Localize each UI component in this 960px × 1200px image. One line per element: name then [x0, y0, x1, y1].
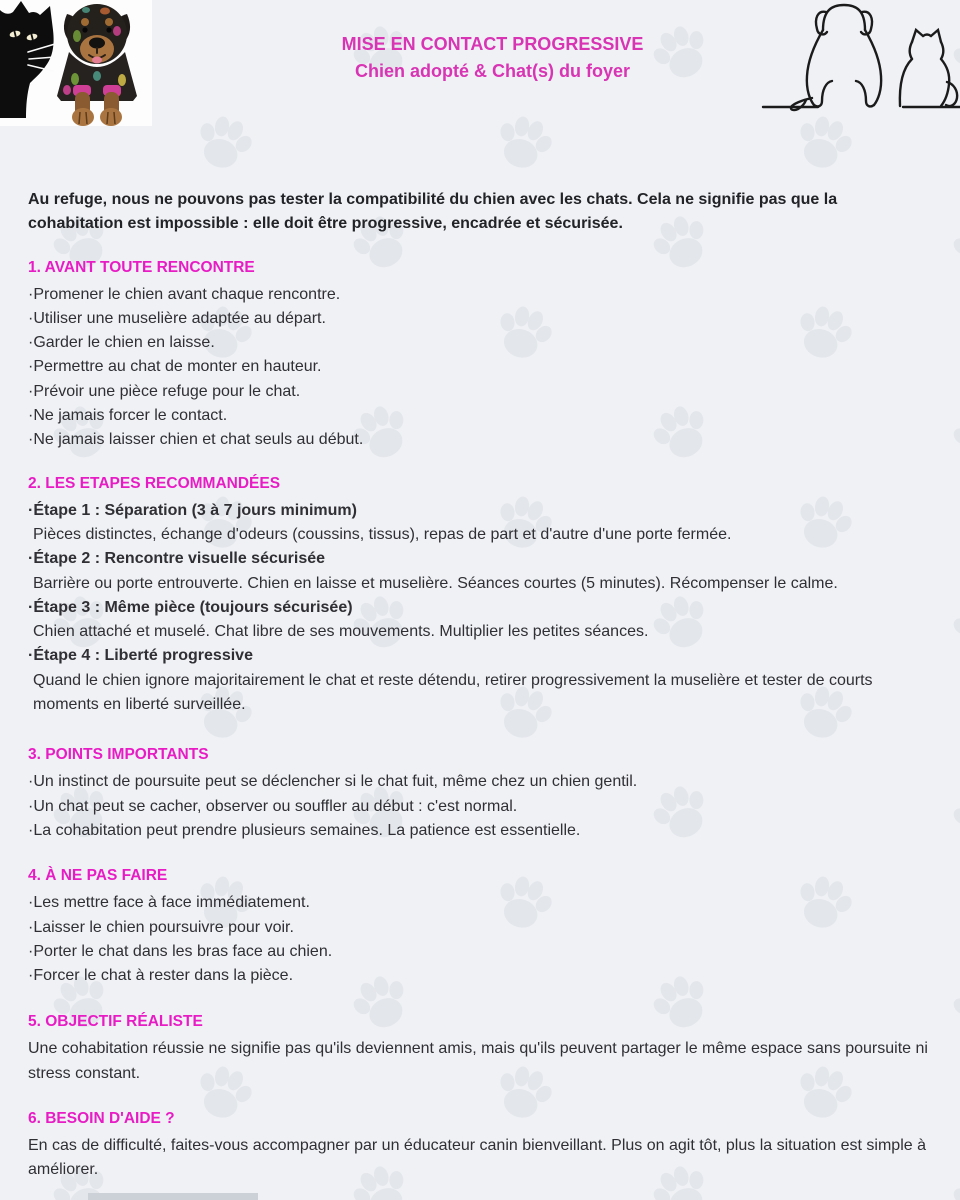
step-description: Barrière ou porte entrouverte. Chien en laisse et muselière. Séances courtes (5 minutes). Récompenser le calme. — [33, 574, 838, 592]
list-item: ·Laisser le chien poursuivre pour voir. — [28, 918, 294, 936]
section-heading-1: 1. AVANT TOUTE RENCONTRE — [28, 258, 255, 276]
section-4-list — [28, 891, 932, 988]
list-item: ·Prévoir une pièce refuge pour le chat. — [28, 382, 301, 400]
list-item: ·Les mettre face à face immédiatement. — [28, 894, 310, 912]
list-item: ·Promener le chien avant chaque rencontre. — [28, 285, 341, 303]
step-description: Pièces distinctes, échange d'odeurs (coussins, tissus), repas de part et d'autre d'une porte fermée. — [33, 525, 732, 543]
intro-paragraph: Au refuge, nous ne pouvons pas tester la compatibilité du chien avec les chats. Cela ne signifie pas que la cohabitation est impossible : elle doit être progressive, encadrée et sécurisée. — [28, 191, 838, 233]
section-1-list — [28, 283, 932, 453]
section-heading-4: 4. À NE PAS FAIRE — [28, 867, 168, 885]
list-item: ·Porter le chat dans les bras face au chien. — [28, 942, 333, 960]
list-item: ·Utiliser une muselière adaptée au départ. — [28, 309, 326, 327]
list-item: ·Forcer le chat à rester dans la pièce. — [28, 967, 294, 985]
step-title: ·Étape 2 : Rencontre visuelle sécurisée — [28, 550, 326, 568]
section-3-list — [28, 770, 932, 843]
list-item: ·La cohabitation peut prendre plusieurs semaines. La patience est essentielle. — [28, 821, 581, 839]
step-title: ·Étape 4 : Liberté progressive — [28, 647, 253, 665]
list-item: ·Ne jamais forcer le contact. — [28, 407, 228, 425]
page-title-line2: Chien adopté & Chat(s) du foyer — [354, 61, 630, 81]
list-item: ·Un chat peut se cacher, observer ou souffler au début : c'est normal. — [28, 797, 518, 815]
page-title-line1: MISE EN CONTACT PROGRESSIVE — [341, 34, 644, 54]
section-heading-6: 6. BESOIN D'AIDE ? — [28, 1110, 175, 1128]
paragraph: Une cohabitation réussie ne signifie pas qu'ils deviennent amis, mais qu'ils peuvent partager le même espace sans poursuite ni stress constant. — [28, 1040, 928, 1082]
step-title: ·Étape 1 : Séparation (3 à 7 jours minimum) — [28, 501, 357, 519]
list-item: ·Ne jamais laisser chien et chat seuls au début. — [28, 431, 364, 449]
section-heading-2: 2. LES ETAPES RECOMMANDÉES — [28, 474, 281, 492]
list-item: ·Garder le chien en laisse. — [28, 334, 215, 352]
step-title: ·Étape 3 : Même pièce (toujours sécurisée) — [28, 598, 353, 616]
list-item: ·Un instinct de poursuite peut se déclencher si le chat fuit, même chez un chien gentil. — [28, 773, 638, 791]
step-description: Quand le chien ignore majoritairement le chat et reste détendu, retirer progressivement la muselière et tester de courts moments en liberté surveillée. — [33, 671, 873, 714]
step-description: Chien attaché et muselé. Chat libre de ses mouvements. Multiplier les petites séances. — [33, 623, 649, 641]
section-2-list — [28, 499, 932, 718]
document-body — [28, 188, 932, 1183]
paragraph: En cas de difficulté, faites-vous accompagner par un éducateur canin bienveillant. Plus on agit tôt, plus la situation est simple à améliorer. — [28, 1137, 926, 1179]
section-5-paragraph — [28, 1037, 932, 1086]
section-heading-5: 5. OBJECTIF RÉALISTE — [28, 1013, 203, 1031]
section-heading-3: 3. POINTS IMPORTANTS — [28, 746, 209, 764]
bottom-cropped-element — [88, 1193, 258, 1200]
section-6-paragraph — [28, 1134, 932, 1183]
dog-and-cat-outline-icon — [760, 2, 960, 112]
list-item: ·Permettre au chat de monter en hauteur. — [28, 358, 322, 376]
